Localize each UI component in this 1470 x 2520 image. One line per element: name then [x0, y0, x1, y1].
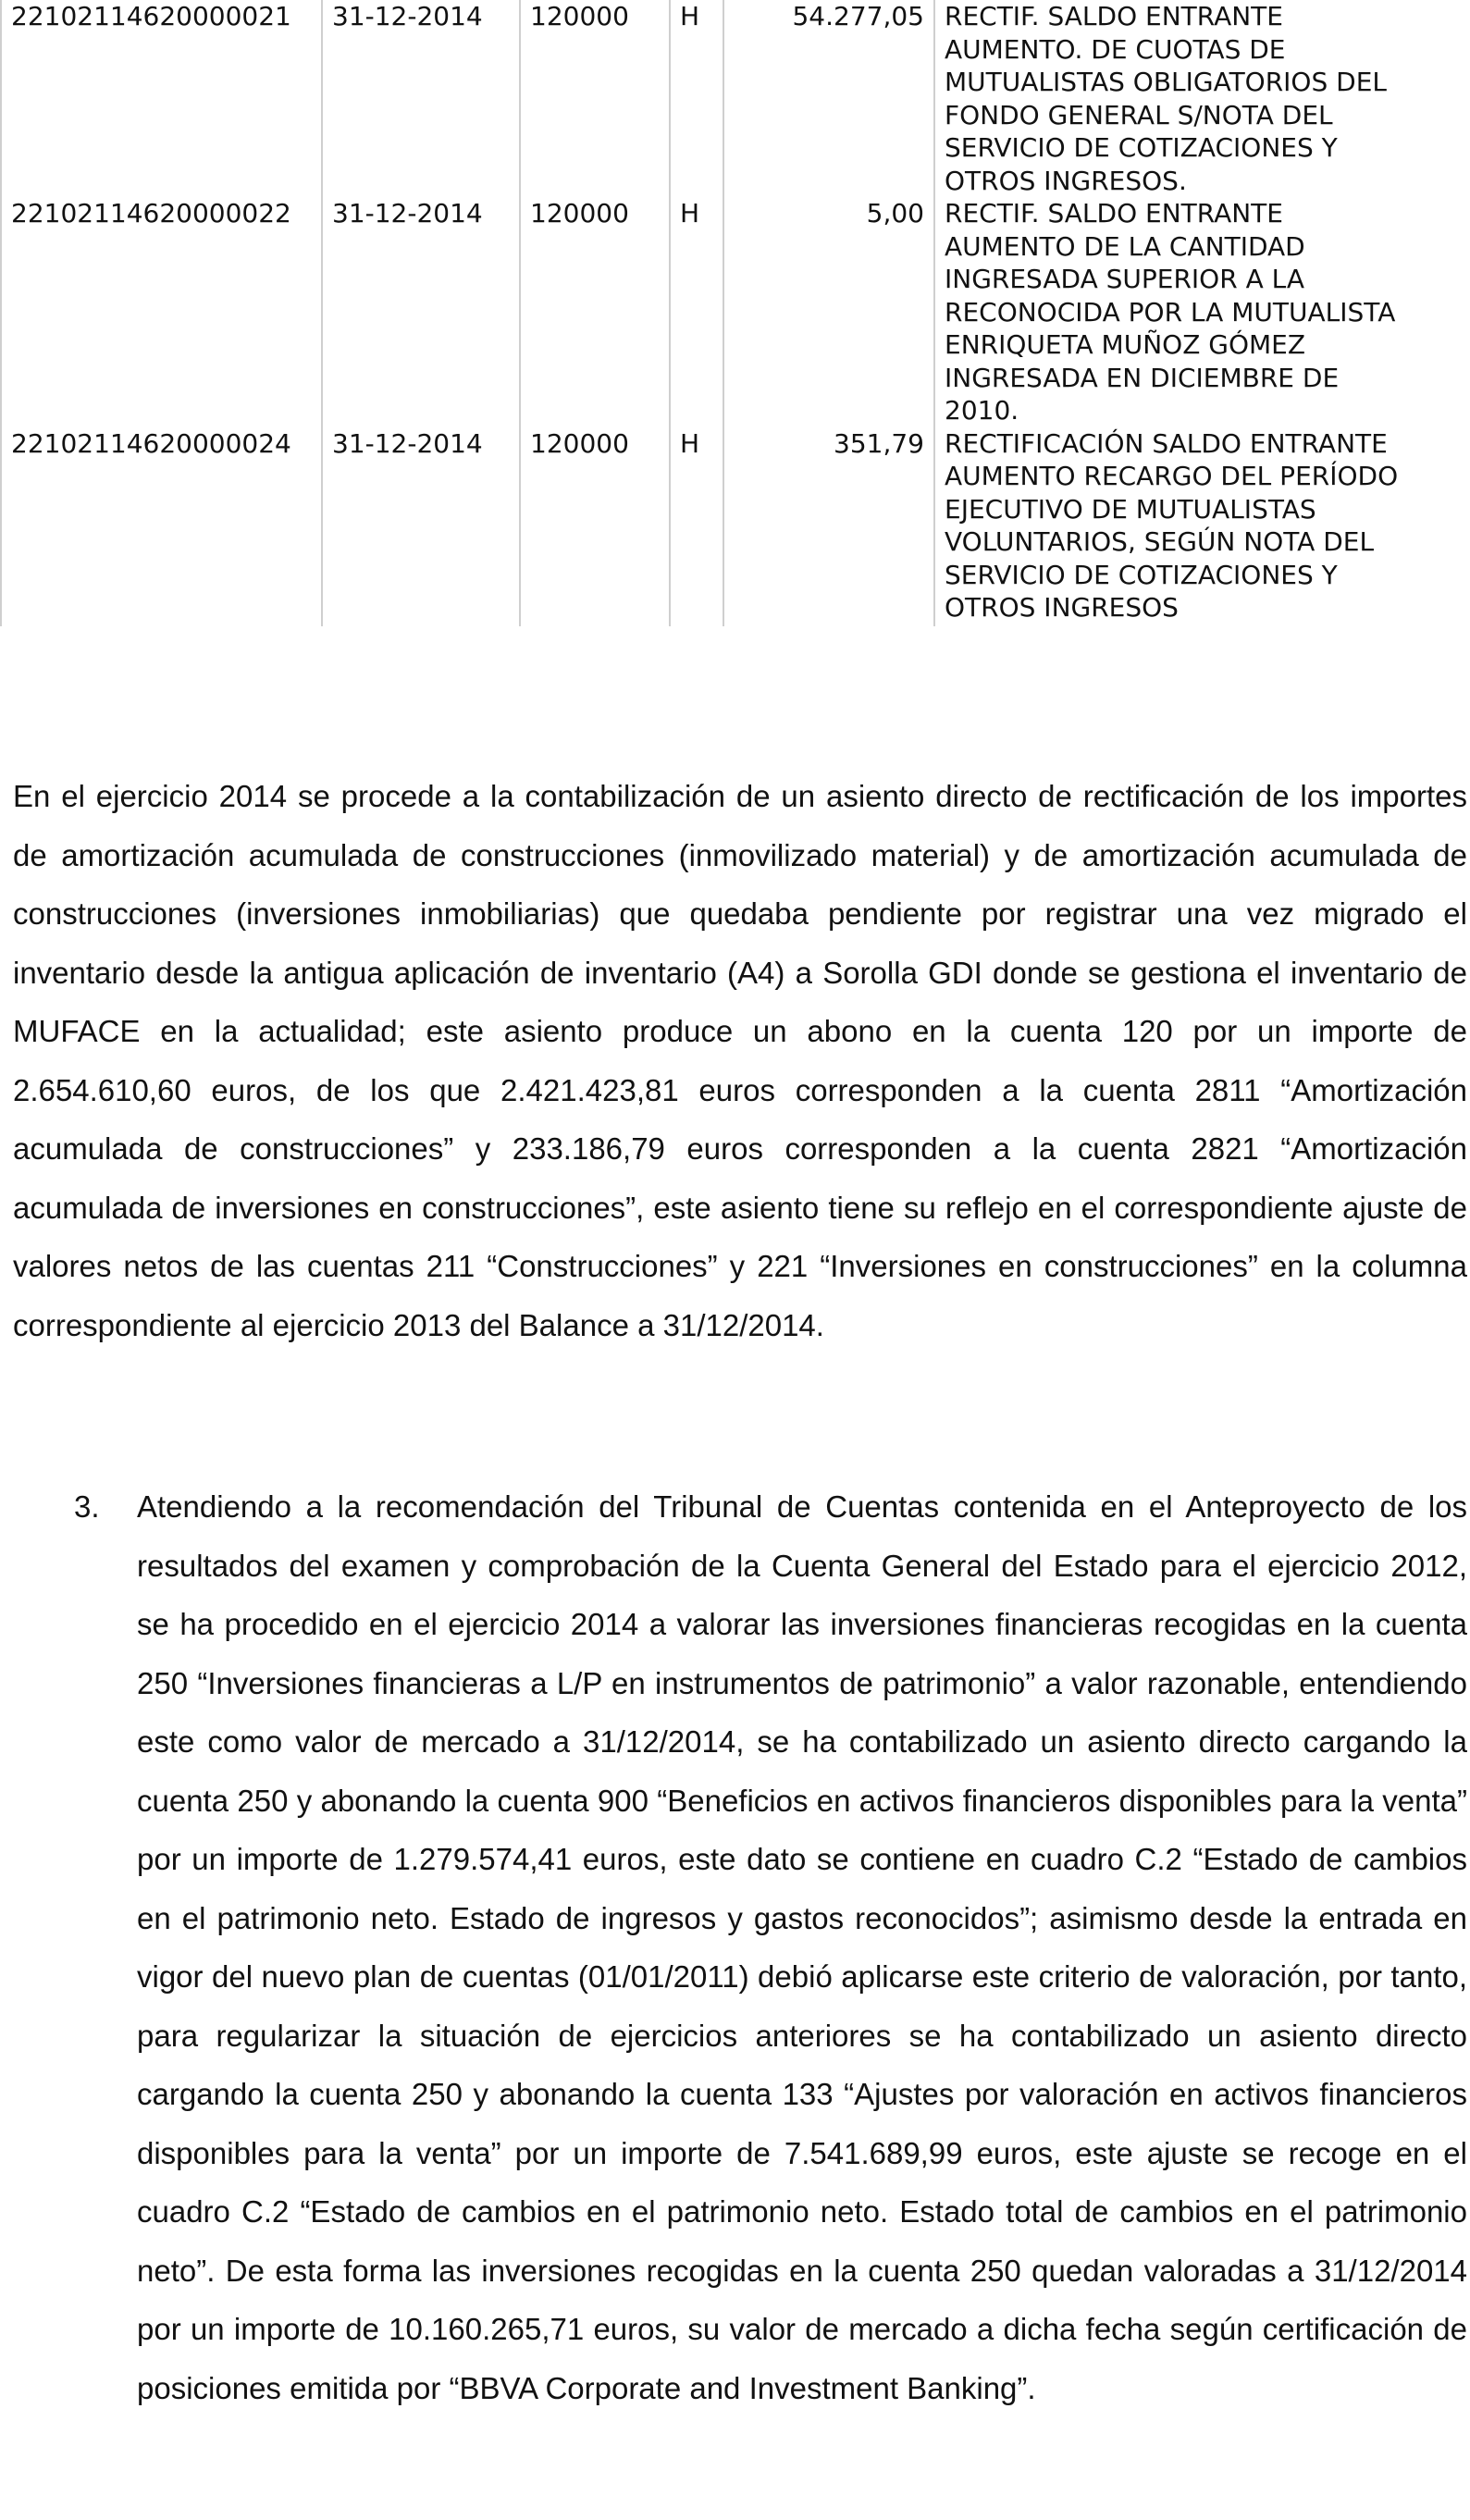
account-cell: 120000 — [520, 0, 670, 197]
description-line: RECTIF. SALDO ENTRANTE — [945, 1, 1283, 31]
description-cell — [934, 0, 1470, 197]
description-line: RECTIFICACIÓN SALDO ENTRANTE — [945, 427, 1388, 459]
entry-number-cell: 22102114620000022 — [1, 197, 322, 427]
description-line: AUMENTO. DE CUOTAS DE — [945, 33, 1286, 65]
ledger-body — [1, 0, 1470, 626]
description-line: EJECUTIVO DE MUTUALISTAS — [945, 493, 1316, 525]
amount-cell: 54.277,05 — [723, 0, 934, 197]
table-row — [1, 427, 1470, 626]
account-cell: 120000 — [520, 197, 670, 427]
description-line: AUMENTO DE LA CANTIDAD — [945, 230, 1305, 262]
side-cell: H — [670, 427, 723, 626]
description-line: ENRIQUETA MUÑOZ GÓMEZ — [945, 329, 1306, 360]
description-line: SERVICIO DE COTIZACIONES Y — [945, 559, 1338, 590]
description-line: FONDO GENERAL S/NOTA DEL — [945, 99, 1333, 130]
description-line: AUMENTO RECARGO DEL PERÍODO — [945, 461, 1399, 491]
description-line: VOLUNTARIOS, SEGÚN NOTA DEL — [945, 526, 1375, 557]
table-row — [1, 197, 1470, 427]
side-cell: H — [670, 0, 723, 197]
description-line: INGRESADA EN DICIEMBRE DE — [945, 362, 1340, 393]
entry-number-cell: 22102114620000024 — [1, 427, 322, 626]
list-item-number: 3. — [74, 1489, 100, 1524]
account-cell: 120000 — [520, 427, 670, 626]
entry-number-cell: 22102114620000021 — [1, 0, 322, 197]
date-cell: 31-12-2014 — [322, 197, 520, 427]
description-line: RECONOCIDA POR LA MUTUALISTA — [945, 296, 1396, 327]
table-row — [1, 0, 1470, 197]
amount-cell: 351,79 — [723, 427, 934, 626]
description-line: OTROS INGRESOS — [945, 592, 1179, 623]
description-cell — [934, 197, 1470, 427]
description-line: 2010. — [945, 395, 1019, 426]
date-cell: 31-12-2014 — [322, 427, 520, 626]
ledger-table — [0, 0, 1470, 626]
description-line: INGRESADA SUPERIOR A LA — [945, 264, 1305, 294]
description-cell — [934, 427, 1470, 626]
list-item-paragraph: Atendiendo a la recomendación del Tribunal de Cuentas contenida en el Anteproyecto de los resultados del examen y comprobación de la Cuenta General del Estado para el ejercicio 2012, se ha procedido en el ejercicio 2014 a valorar las inversiones financieras recogidas en la cuenta 250 “Inversiones financieras a L/P en instrumentos de patrimonio” a valor razonable, entendiendo este como valor de mercado a 31/12/2014, se ha contabilizado un asiento directo cargando la cuenta 250 y abonando la cuenta 900 “Beneficios en activos financieros disponibles para la venta” por un importe de 1.279.574,41 euros, este dato se contiene en cuadro C.2 “Estado de cambios en el patrimonio neto. Estado de ingresos y gastos reconocidos”; asimismo desde la entrada en vigor del nuevo plan de cuentas (01/01/2011) debió aplicarse este criterio de valoración, por tanto, para regularizar la situación de ejercicios anteriores se ha contabilizado un asiento directo cargando la cuenta 250 y abonando la cuenta 133 “Ajustes por valoración en activos financieros disponibles para la venta” por un importe de 7.541.689,99 euros, este ajuste se recoge en el cuadro C.2 “Estado de cambios en el patrimonio neto. Estado total de cambios en el patrimonio neto”. De esta forma las inversiones recogidas en la cuenta 250 quedan valoradas a 31/12/2014 por un importe de 10.160.265,71 euros, su valor de mercado a dicha fecha según certificación de posiciones emitida por “BBVA Corporate and Investment Banking”. — [137, 1489, 1467, 2405]
date-cell: 31-12-2014 — [322, 0, 520, 197]
side-cell: H — [670, 197, 723, 427]
rectification-paragraph: En el ejercicio 2014 se procede a la contabilización de un asiento directo de rectificación de los importes de amortización acumulada de construcciones (inmovilizado material) y de amortización acumulada de construcciones (inversiones inmobiliarias) que quedaba pendiente por registrar una vez migrado el inventario desde la antigua aplicación de inventario (A4) a Sorolla GDI donde se gestiona el inventario de MUFACE en la actualidad; este asiento produce un abono en la cuenta 120 por un importe de 2.654.610,60 euros, de los que 2.421.423,81 euros corresponden a la cuenta 2811 “Amortización acumulada de construcciones” y 233.186,79 euros corresponden a la cuenta 2821 “Amortización acumulada de inversiones en construcciones”, este asiento tiene su reflejo en el correspondiente ajuste de valores netos de las cuentas 211 “Construcciones” y 221 “Inversiones en construcciones” en la columna correspondiente al ejercicio 2013 del Balance a 31/12/2014. — [13, 779, 1467, 1342]
description-line: MUTUALISTAS OBLIGATORIOS DEL — [945, 67, 1387, 97]
description-line: RECTIF. SALDO ENTRANTE — [945, 198, 1283, 229]
description-line: SERVICIO DE COTIZACIONES Y — [945, 132, 1338, 163]
description-line: OTROS INGRESOS. — [945, 165, 1187, 196]
amount-cell: 5,00 — [723, 197, 934, 427]
